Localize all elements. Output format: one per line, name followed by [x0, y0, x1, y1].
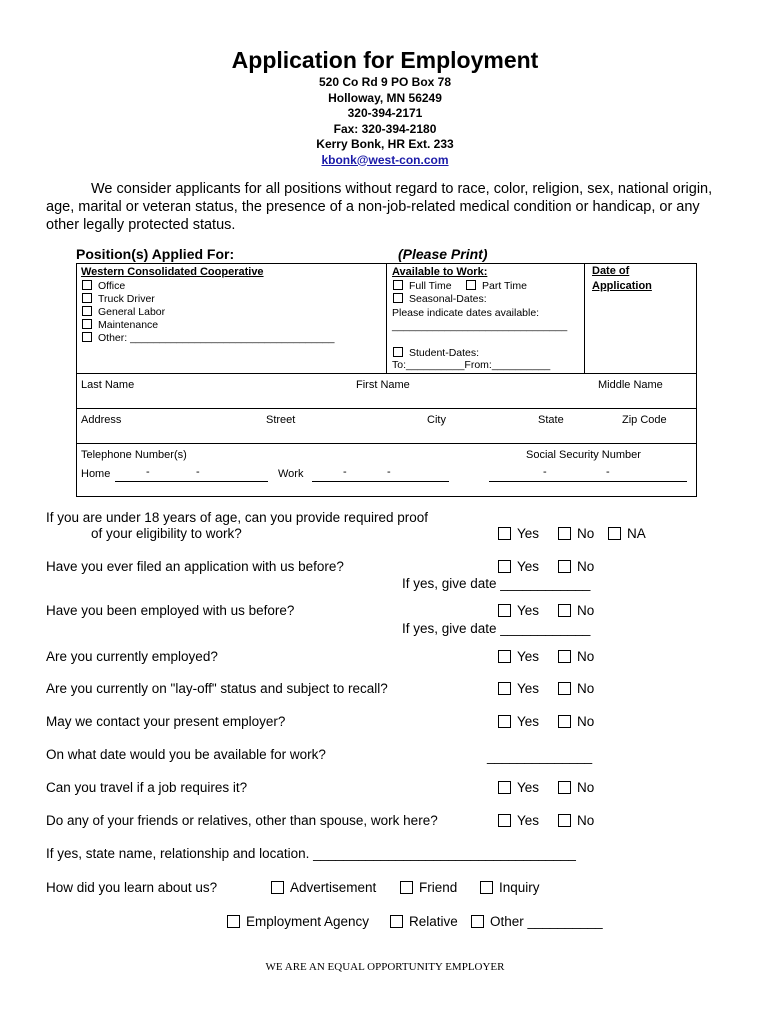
form-title: Application for Employment — [231, 47, 539, 73]
q8-no[interactable]: No — [558, 780, 594, 795]
option-other[interactable]: Other: ___________________________________ — [82, 332, 334, 345]
fax-line: Fax: 320-394-2180 — [333, 121, 437, 136]
application-label: Application — [592, 280, 652, 292]
checkbox[interactable] — [400, 881, 413, 894]
checkbox[interactable] — [498, 560, 511, 573]
email-link[interactable]: kbonk@west-con.com — [321, 152, 449, 167]
checkbox[interactable] — [498, 781, 511, 794]
q5-yes[interactable]: Yes — [498, 681, 539, 696]
question-employed-before: Have you been employed with us before? — [46, 603, 295, 618]
home-dash-2: - — [196, 466, 200, 478]
q2-yes[interactable]: Yes — [498, 559, 539, 574]
checkbox[interactable] — [82, 306, 92, 316]
city-label: City — [427, 414, 446, 426]
q3-yes[interactable]: Yes — [498, 603, 539, 618]
checkbox[interactable] — [498, 715, 511, 728]
last-name-label: Last Name — [81, 379, 135, 391]
question-filed-before: Have you ever filed an application with us before? — [46, 559, 344, 574]
option-general-labor[interactable]: General Labor — [82, 306, 165, 319]
positions-title: Position(s) Applied For: — [76, 246, 235, 262]
learn-advertisement[interactable]: Advertisement — [271, 880, 376, 895]
work-dash-1: - — [343, 466, 347, 478]
work-phone-line[interactable] — [312, 481, 449, 482]
indicate-dates-line[interactable]: ______________________________ — [392, 320, 568, 332]
home-label: Home — [81, 468, 111, 480]
checkbox[interactable] — [82, 293, 92, 303]
ssn-line[interactable] — [489, 481, 687, 482]
telephone-label: Telephone Number(s) — [81, 449, 187, 461]
learn-inquiry[interactable]: Inquiry — [480, 880, 540, 895]
q1-na[interactable]: NA — [608, 526, 646, 541]
q3-no[interactable]: No — [558, 603, 594, 618]
checkbox[interactable] — [271, 881, 284, 894]
checkbox[interactable] — [558, 604, 571, 617]
ssn-dash-1: - — [543, 466, 547, 478]
checkbox[interactable] — [393, 280, 403, 290]
question-learn-about-us: How did you learn about us? — [46, 880, 218, 895]
question-relatives-details[interactable]: If yes, state name, relationship and location. ___________________________________ — [46, 846, 576, 861]
checkbox[interactable] — [390, 915, 403, 928]
street-label: Street — [266, 414, 296, 426]
part-time-option[interactable]: Part Time — [466, 280, 527, 293]
checkbox[interactable] — [466, 280, 476, 290]
please-print-note: (Please Print) — [398, 246, 488, 262]
question-relatives: Do any of your friends or relatives, other than spouse, work here? — [46, 813, 438, 828]
work-dash-2: - — [387, 466, 391, 478]
home-dash-1: - — [146, 466, 150, 478]
checkbox[interactable] — [393, 293, 403, 303]
question-under-18: If you are under 18 years of age, can you provide required proof — [46, 510, 428, 525]
option-office[interactable]: Office — [82, 280, 125, 293]
checkbox[interactable] — [82, 319, 92, 329]
q6-yes[interactable]: Yes — [498, 714, 539, 729]
address-line: 520 Co Rd 9 PO Box 78 — [318, 75, 452, 89]
seasonal-option[interactable]: Seasonal-Dates: — [393, 293, 487, 306]
q4-yes[interactable]: Yes — [498, 649, 539, 664]
q7-date-line[interactable]: ______________ — [487, 749, 593, 764]
q5-no[interactable]: No — [558, 681, 594, 696]
checkbox[interactable] — [558, 682, 571, 695]
checkbox[interactable] — [498, 604, 511, 617]
q1-no[interactable]: No — [558, 526, 594, 541]
equal-opportunity-footer: WE ARE AN EQUAL OPPORTUNITY EMPLOYER — [265, 961, 505, 973]
first-name-label: First Name — [356, 379, 410, 391]
checkbox[interactable] — [558, 650, 571, 663]
work-label: Work — [278, 468, 304, 480]
ssn-dash-2: - — [606, 466, 610, 478]
checkbox[interactable] — [498, 650, 511, 663]
intro-paragraph: We consider applicants for all positions without regard to race, color, religion, sex, national origin, age, marital or veteran status, the presence of a non-job-related medical condition or handicap, or any other legally protected status. — [46, 181, 713, 233]
state-label: State — [538, 414, 564, 426]
q9-no[interactable]: No — [558, 813, 594, 828]
checkbox[interactable] — [82, 280, 92, 290]
checkbox[interactable] — [558, 527, 571, 540]
full-time-option[interactable]: Full Time — [393, 280, 452, 293]
checkbox[interactable] — [558, 781, 571, 794]
learn-friend[interactable]: Friend — [400, 880, 457, 895]
ssn-label: Social Security Number — [526, 449, 641, 461]
q8-yes[interactable]: Yes — [498, 780, 539, 795]
option-truck-driver[interactable]: Truck Driver — [82, 293, 155, 306]
checkbox[interactable] — [498, 527, 511, 540]
checkbox[interactable] — [393, 347, 403, 357]
checkbox[interactable] — [227, 915, 240, 928]
phone-line: 320-394-2171 — [347, 106, 423, 120]
contact-line: Kerry Bonk, HR Ext. 233 — [316, 137, 454, 151]
learn-other[interactable]: Other __________ — [471, 914, 603, 929]
checkbox[interactable] — [558, 715, 571, 728]
checkbox[interactable] — [471, 915, 484, 928]
checkbox[interactable] — [558, 814, 571, 827]
date-of-label: Date of — [592, 265, 630, 277]
q2-no[interactable]: No — [558, 559, 594, 574]
home-phone-line[interactable] — [115, 481, 268, 482]
question-currently-employed: Are you currently employed? — [46, 649, 218, 664]
question-travel: Can you travel if a job requires it? — [46, 780, 248, 795]
question-contact-employer: May we contact your present employer? — [46, 714, 286, 729]
learn-relative[interactable]: Relative — [390, 914, 458, 929]
checkbox[interactable] — [498, 682, 511, 695]
middle-name-label: Middle Name — [598, 379, 663, 391]
q4-no[interactable]: No — [558, 649, 594, 664]
available-title: Available to Work: — [392, 266, 488, 278]
zip-label: Zip Code — [622, 414, 667, 426]
q2-date-line[interactable]: If yes, give date ____________ — [402, 576, 591, 591]
option-maintenance[interactable]: Maintenance — [82, 319, 158, 332]
checkbox[interactable] — [558, 560, 571, 573]
student-dates-line[interactable]: To:__________From:__________ — [392, 359, 551, 371]
question-under-18-cont: of your eligibility to work? — [91, 526, 242, 541]
learn-agency[interactable]: Employment Agency — [227, 914, 369, 929]
question-available-date: On what date would you be available for work? — [46, 747, 326, 762]
question-lay-off: Are you currently on "lay-off" status and subject to recall? — [46, 681, 388, 696]
checkbox[interactable] — [498, 814, 511, 827]
checkbox[interactable] — [82, 332, 92, 342]
q1-yes[interactable]: Yes — [498, 526, 539, 541]
city-line: Holloway, MN 56249 — [328, 90, 442, 105]
checkbox[interactable] — [480, 881, 493, 894]
student-option[interactable]: Student-Dates: — [393, 347, 479, 360]
q3-date-line[interactable]: If yes, give date ____________ — [402, 621, 591, 636]
indicate-dates-label: Please indicate dates available: — [392, 307, 540, 319]
company-name: Western Consolidated Cooperative — [81, 266, 264, 278]
q6-no[interactable]: No — [558, 714, 594, 729]
checkbox[interactable] — [608, 527, 621, 540]
address-label: Address — [81, 414, 122, 426]
q9-yes[interactable]: Yes — [498, 813, 539, 828]
